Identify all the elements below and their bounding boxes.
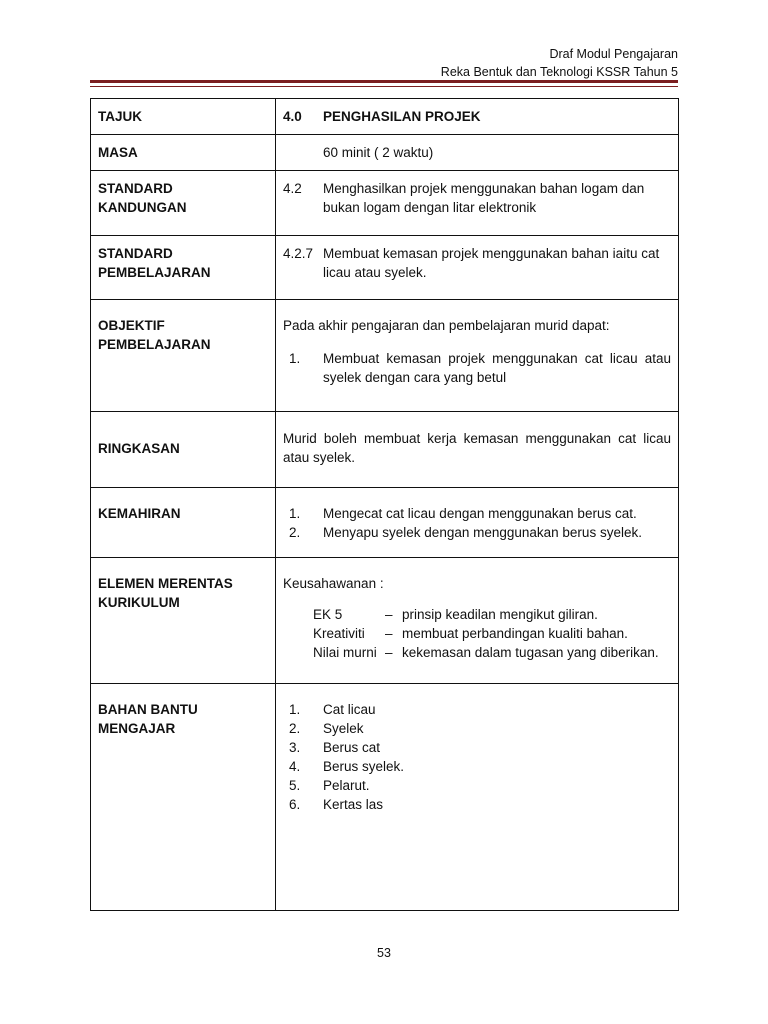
list-item-text: Membuat kemasan projek menggunakan cat licau atau syelek dengan cara yang betul (323, 351, 671, 385)
list-item (283, 738, 671, 757)
list-item (283, 504, 671, 523)
elemen-text: membuat perbandingan kualiti bahan. (402, 626, 628, 641)
list-item (283, 523, 671, 542)
label-line: KANDUNGAN (98, 200, 187, 215)
label-line: STANDARD (98, 246, 173, 261)
elemen-list (283, 605, 671, 662)
row-ringkasan (91, 412, 679, 488)
value-elemen (276, 558, 679, 684)
list-item (283, 349, 671, 387)
label-kemahiran: KEMAHIRAN (91, 488, 276, 558)
row-objektif (91, 300, 679, 412)
header-rule-thick (90, 80, 678, 83)
standard-kandungan-text: Menghasilkan projek menggunakan bahan logam dan bukan logam dengan litar elektronik (323, 181, 645, 215)
list-item-number: 4. (289, 759, 301, 774)
label-objektif (91, 300, 276, 412)
value-tajuk (276, 99, 679, 135)
list-item-text: Syelek (323, 721, 364, 736)
standard-pembelajaran-number: 4.2.7 (283, 246, 314, 261)
header-subject-title: Reka Bentuk dan Teknologi KSSR Tahun 5 (440, 65, 678, 79)
standard-pembelajaran-text: Membuat kemasan projek menggunakan bahan iaitu cat licau atau syelek. (323, 246, 660, 280)
label-line: ELEMEN MERENTAS (98, 576, 233, 591)
value-bahan (276, 684, 679, 911)
elemen-intro: Keusahawanan : (283, 576, 384, 591)
list-item-text: Kertas las (323, 797, 384, 812)
label-line: PEMBELAJARAN (98, 265, 211, 280)
list-item-text: Berus syelek. (323, 759, 405, 774)
value-kemahiran (276, 488, 679, 558)
label-masa: MASA (91, 135, 276, 171)
elemen-key: Kreativiti (313, 626, 365, 641)
label-line: OBJEKTIF (98, 318, 165, 333)
list-item-number: 6. (289, 797, 301, 812)
list-item-number: 1. (289, 351, 301, 366)
label-standard-kandungan (91, 171, 276, 236)
value-standard-pembelajaran (276, 236, 679, 300)
list-item (283, 719, 671, 738)
value-objektif (276, 300, 679, 412)
list-item-text: Mengecat cat licau dengan menggunakan berus cat. (323, 506, 637, 521)
value-ringkasan: Murid boleh membuat kerja kemasan menggunakan cat licau atau syelek. (276, 412, 679, 488)
row-masa (91, 135, 679, 171)
row-standard-kandungan (91, 171, 679, 236)
row-kemahiran (91, 488, 679, 558)
list-item (283, 757, 671, 776)
list-item-text: Pelarut. (323, 778, 370, 793)
standard-kandungan-number: 4.2 (283, 181, 302, 196)
page-number: 53 (377, 946, 391, 960)
elemen-text: prinsip keadilan mengikut giliran. (402, 607, 598, 622)
list-item (283, 700, 671, 719)
row-elemen-merentas-kurikulum (91, 558, 679, 684)
list-item (283, 795, 671, 814)
elemen-dash: – (385, 626, 393, 641)
list-item-number: 1. (289, 506, 301, 521)
elemen-dash: – (385, 607, 393, 622)
list-item-text: Berus cat (323, 740, 381, 755)
elemen-dash: – (385, 645, 393, 660)
elemen-key: Nilai murni (313, 645, 377, 660)
elemen-item (313, 643, 671, 662)
header-rule-thin (90, 86, 678, 87)
elemen-item (313, 605, 671, 624)
list-item-number: 2. (289, 721, 301, 736)
row-tajuk (91, 99, 679, 135)
list-item-text: Cat licau (323, 702, 376, 717)
list-item-number: 3. (289, 740, 301, 755)
elemen-text: kekemasan dalam tugasan yang diberikan. (402, 645, 659, 660)
label-line: MENGAJAR (98, 721, 176, 736)
elemen-key: EK 5 (313, 607, 343, 622)
list-item-text: Menyapu syelek dengan menggunakan berus syelek. (323, 525, 642, 540)
tajuk-title: PENGHASILAN PROJEK (323, 109, 481, 124)
row-standard-pembelajaran (91, 236, 679, 300)
label-ringkasan: RINGKASAN (91, 412, 276, 488)
label-line: BAHAN BANTU (98, 702, 198, 717)
label-standard-pembelajaran (91, 236, 276, 300)
list-item-number: 5. (289, 778, 301, 793)
list-item (283, 776, 671, 795)
tajuk-number: 4.0 (283, 109, 302, 124)
label-tajuk: TAJUK (91, 99, 276, 135)
label-bahan (91, 684, 276, 911)
header-module-title: Draf Modul Pengajaran (549, 47, 678, 61)
document-header (441, 45, 678, 81)
label-line: PEMBELAJARAN (98, 337, 211, 352)
row-bahan-bantu-mengajar (91, 684, 679, 911)
label-line: STANDARD (98, 181, 173, 196)
list-item-number: 1. (289, 702, 301, 717)
value-standard-kandungan (276, 171, 679, 236)
label-elemen (91, 558, 276, 684)
elemen-item (313, 624, 671, 643)
list-item-number: 2. (289, 525, 301, 540)
lesson-plan-table (90, 98, 679, 911)
value-masa (276, 135, 679, 171)
masa-duration: 60 minit ( 2 waktu) (323, 145, 434, 160)
objektif-intro: Pada akhir pengajaran dan pembelajaran murid dapat: (283, 318, 610, 333)
label-line: KURIKULUM (98, 595, 180, 610)
